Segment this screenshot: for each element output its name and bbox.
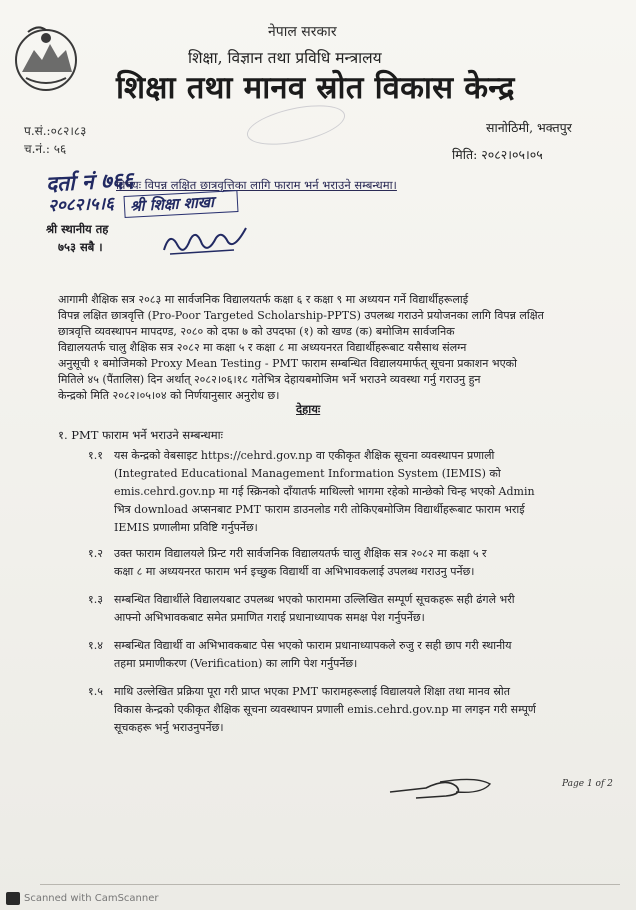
footer-divider (40, 884, 620, 885)
section-heading: देहायः (296, 402, 321, 416)
item-line: सूचकहरू भर्नु भराउनुपर्नेछ। (114, 721, 224, 734)
letterhead-address: सानोठिमी, भक्तपुर (486, 120, 572, 135)
letter-date: मिति: २०८२।०५।०५ (452, 147, 543, 162)
item-number: १.३ (88, 593, 103, 606)
body-line: मितिले ४५ (पैंतालिस) दिन अर्थात् २०८२।०६।१८ गतेभित्र देहायबमोजिम भर्ने भराउने व्यवस्था गर्नु गराउनु हुन (58, 373, 481, 386)
item-line: सम्बन्धित विद्यार्थी वा अभिभावकबाट पेस भएको फाराम प्रधानाध्यापकले रुजु र सही छाप गरी स्थानीय (114, 639, 512, 652)
section-title: १. PMT फाराम भर्ने भराउने सम्बन्धमाः (58, 428, 223, 442)
body-line: विद्यालयतर्फ चालु शैक्षिक सत्र २०८२ मा कक्षा ५ र कक्षा ८ मा अध्ययनरत विद्यार्थीहरूबाट यसैसाथ संलग्न (58, 341, 467, 354)
item-line: यस केन्द्रको वेबसाइट https://cehrd.gov.np वा एकीकृत शैक्षिक सूचना व्यवस्थापन प्रणाली (114, 449, 495, 462)
item-number: १.४ (88, 639, 103, 652)
body-line: छात्रवृत्ति व्यवस्थापन मापदण्ड, २०८० को दफा ७ को उपदफा (१) को खण्ड (क) बमोजिम सार्वजनिक (58, 325, 455, 338)
item-number: १.१ (88, 449, 103, 462)
item-line: माथि उल्लेखित प्रक्रिया पूरा गरी प्राप्त भएका PMT फारामहरूलाई विद्यालयले शिक्षा तथा मानव स्रोत (114, 685, 511, 698)
letterhead-government: नेपाल सरकार (268, 24, 337, 40)
item-number: १.२ (88, 547, 103, 560)
item-line: भित्र download अप्सनबाट PMT फाराम डाउनलोड गरी तोकिएबमोजिम विद्यार्थीहरूबाट फाराम भराई (114, 503, 525, 516)
item-line: तहमा प्रमाणीकरण (Verification) का लागि पेश गर्नुपर्नेछ। (114, 657, 358, 670)
body-line: अनुसूची १ बमोजिमको Proxy Mean Testing - PMT फाराम सम्बन्धित विद्यालयमार्फत् सूचना प्रकाशन भएको (58, 357, 517, 370)
camscanner-logo-icon (6, 892, 20, 905)
item-line: सम्बन्धित विद्यार्थीले विद्यालयबाट उपलब्ध भएको फाराममा उल्लिखित सम्पूर्ण सूचकहरू सही ढंगले भरी (114, 593, 515, 606)
item-line: emis.cehrd.gov.np मा गई स्क्रिनको दाँयातर्फ माथिल्लो भागमा रहेको मान्छेको चिन्ह भएको Admin (114, 485, 535, 498)
body-line: विपन्न लक्षित छात्रवृत्ति (Pro-Poor Targeted Scholarship-PPTS) उपलब्ध गराउने प्रयोजनका लागि विपन्न लक्षित (58, 309, 544, 322)
signature-icon (160, 220, 250, 260)
nepal-emblem-icon (8, 20, 84, 96)
bottom-signature-icon (386, 770, 496, 806)
handwritten-registration: दर्ता नं ७६६ (45, 166, 135, 197)
recipient-line2: ७५३ सबै । (58, 240, 103, 254)
item-line: (Integrated Educational Management Information System (IEMIS) को (114, 467, 501, 480)
scanner-watermark: Scanned with CamScanner (24, 893, 159, 904)
ref-chalani-number: च.नं.: ५६ (24, 142, 67, 156)
handwritten-date: २०८२।५।६ (47, 193, 115, 217)
item-line: उक्त फाराम विद्यालयले प्रिन्ट गरी सार्वजनिक विद्यालयतर्फ चालु शैक्षिक सत्र २०८२ मा कक्षा ५ र (114, 547, 487, 560)
item-line: कक्षा ८ मा अध्ययनरत फाराम भर्न इच्छुक विद्यार्थी वा अभिभावकलाई उपलब्ध गराउनु पर्नेछ। (114, 565, 475, 578)
letter-subject: विषयः विपन्न लक्षित छात्रवृत्तिका लागि फाराम भर्न भराउने सम्बन्धमा। (116, 178, 397, 192)
recipient-line1: श्री स्थानीय तह (46, 222, 109, 236)
item-line: विकास केन्द्रको एकीकृत शैक्षिक सूचना व्यवस्थापन प्रणाली emis.cehrd.gov.np मा लगइन गरी सम्पूर्ण (114, 703, 536, 716)
letterhead-ministry: शिक्षा, विज्ञान तथा प्रविधि मन्त्रालय (188, 49, 382, 67)
handwritten-name: श्री शिक्षा शाखा (129, 192, 215, 216)
item-line: IEMIS प्रणालीमा प्रविष्टि गर्नुपर्नेछ। (114, 521, 258, 534)
body-line: केन्द्रको मिति २०८२।०५।०४ को निर्णयानुसार अनुरोध छ। (58, 389, 280, 402)
ref-patra-number: प.सं.:०८२।८३ (24, 124, 87, 138)
item-number: १.५ (88, 685, 103, 698)
body-line: आगामी शैक्षिक सत्र २०८३ मा सार्वजनिक विद्यालयतर्फ कक्षा ६ र कक्षा ९ मा अध्ययन गर्ने विद्यार्थीहरूलाई (58, 293, 469, 306)
item-line: आफ्नो अभिभावकबाट समेत प्रमाणित गराई प्रधानाध्यापक समक्ष पेश गर्नुपर्नेछ। (114, 611, 425, 624)
page-number: Page 1 of 2 (562, 779, 613, 789)
letterhead-centre: शिक्षा तथा मानव स्रोत विकास केन्द्र (116, 70, 515, 106)
